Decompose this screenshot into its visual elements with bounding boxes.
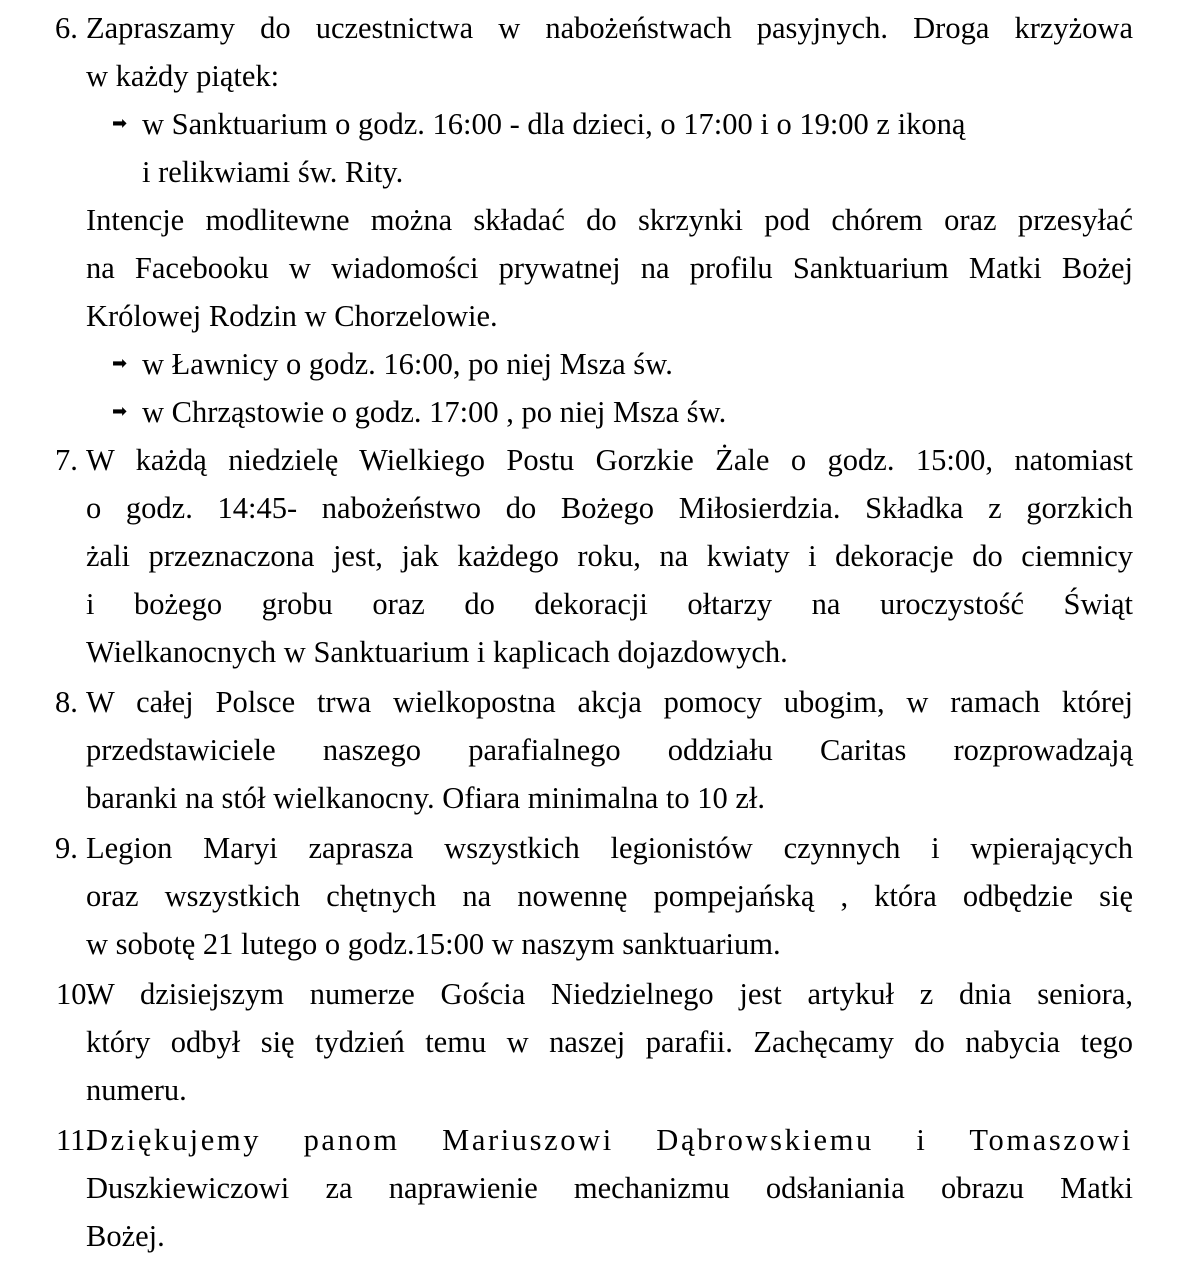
item-text-line: Legion Maryi zaprasza wszystkich legionistów czynnych i wpierających: [86, 831, 1133, 865]
item-text-line: Duszkiewiczowi za naprawienie mechanizmu odsłaniania obrazu Matki: [86, 1171, 1133, 1205]
announcement-item-6: [55, 4, 1133, 436]
announcement-item-11: [56, 1116, 1133, 1260]
item-text-line: baranki na stół wielkanocny. Ofiara minimalna to 10 zł.: [86, 781, 765, 815]
item-text-line: W całej Polsce trwa wielkopostna akcja pomocy ubogim, w ramach której: [86, 685, 1133, 719]
bullet-text-line: w Ławnicy o godz. 16:00, po niej Msza św.: [142, 347, 673, 381]
bullet-text-line: w Sanktuarium o godz. 16:00 - dla dzieci, o 17:00 i o 19:00 z ikoną: [142, 107, 966, 141]
item-text-line: przedstawiciele naszego parafialnego oddziału Caritas rozprowadzają: [86, 733, 1133, 767]
item-text-line: żali przeznaczona jest, jak każdego roku, na kwiaty i dekoracje do ciemnicy: [86, 539, 1133, 573]
item-text-line: Wielkanocnych w Sanktuarium i kaplicach dojazdowych.: [86, 635, 788, 669]
item-text-line: o godz. 14:45- nabożeństwo do Bożego Miłosierdzia. Składka z gorzkich: [86, 491, 1133, 525]
announcement-item-7: [55, 436, 1133, 676]
arrow-right-icon: ➡: [112, 353, 128, 374]
arrow-right-icon: ➡: [112, 401, 128, 422]
item-number: 11.: [56, 1123, 93, 1157]
item-text-line: Bożej.: [86, 1219, 165, 1253]
announcement-item-10: [56, 970, 1133, 1114]
bullet-text-line: w Chrząstowie o godz. 17:00 , po niej Msza św.: [142, 395, 727, 429]
item-text-line: W każdą niedzielę Wielkiego Postu Gorzkie Żale o godz. 15:00, natomiast: [86, 443, 1133, 477]
item-number: 9.: [55, 831, 78, 865]
announcement-item-8: [55, 678, 1133, 822]
paragraph-line: Królowej Rodzin w Chorzelowie.: [86, 299, 498, 333]
item-number: 8.: [55, 685, 78, 719]
item-text-line: który odbył się tydzień temu w naszej parafii. Zachęcamy do nabycia tego: [86, 1025, 1133, 1059]
item-text-line: Dziękujemy panom Mariuszowi Dąbrowskiemu i Tomaszowi: [86, 1123, 1133, 1157]
item-text-line: w każdy piątek:: [86, 59, 280, 93]
bullet-item: [112, 340, 1133, 388]
item-text-line: Zapraszamy do uczestnictwa w nabożeństwach pasyjnych. Droga krzyżowa: [86, 11, 1133, 45]
item-text-line: oraz wszystkich chętnych na nowennę pompejańską , która odbędzie się: [86, 879, 1133, 913]
announcement-item-9: [55, 824, 1133, 968]
item-number: 6.: [55, 11, 78, 45]
bullet-item: [112, 100, 1133, 196]
item-text-line: i bożego grobu oraz do dekoracji ołtarzy na uroczystość Świąt: [86, 587, 1133, 621]
item-number: 10.: [56, 977, 95, 1011]
item-number: 7.: [55, 443, 78, 477]
item-text-line: w sobotę 21 lutego o godz.15:00 w naszym sanktuarium.: [86, 927, 781, 961]
item-text-line: W dzisiejszym numerze Gościa Niedzielnego jest artykuł z dnia seniora,: [86, 977, 1133, 1011]
arrow-right-icon: ➡: [112, 113, 128, 134]
bullet-item: [112, 388, 1133, 436]
paragraph-line: Intencje modlitewne można składać do skrzynki pod chórem oraz przesyłać: [86, 203, 1133, 237]
item-text-line: numeru.: [86, 1073, 187, 1107]
paragraph-line: na Facebooku w wiadomości prywatnej na profilu Sanktuarium Matki Bożej: [86, 251, 1133, 285]
bullet-text-line: i relikwiami św. Rity.: [142, 155, 404, 189]
